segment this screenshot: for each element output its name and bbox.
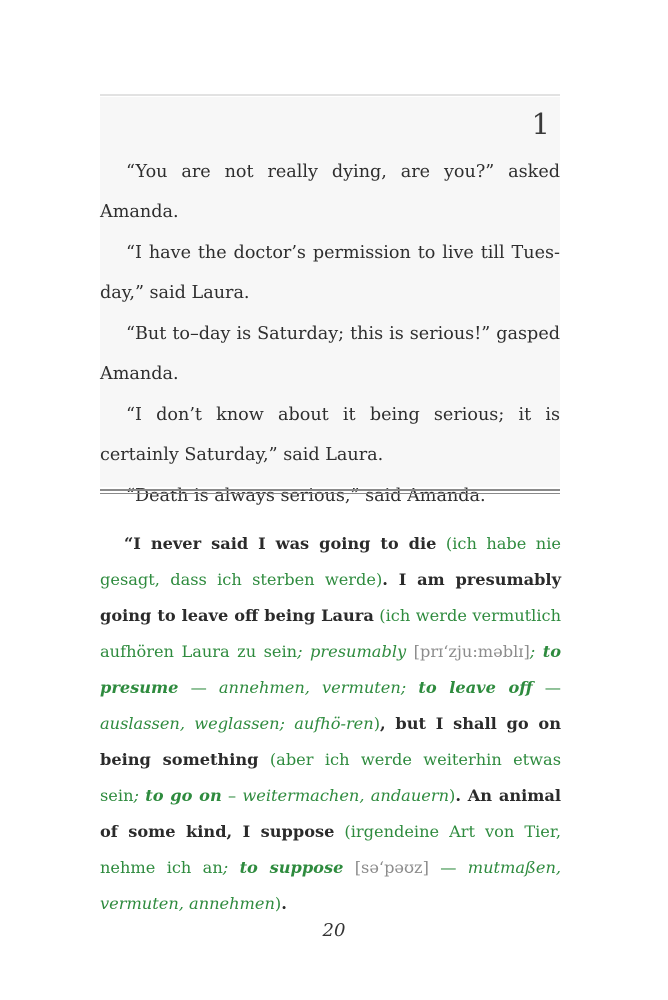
translation-gloss: (ich habe nie gesagt, dass ich sterben werde): [100, 534, 561, 589]
close-paren: ): [274, 894, 282, 913]
vocab-definition: annehmen, vermuten: [218, 678, 401, 697]
source-phrase: I am presumably going to leave off being Laura: [100, 570, 561, 625]
vocab-word: presumably: [310, 642, 407, 661]
source-phrase: , but I shall go on being something: [100, 714, 561, 769]
original-paragraph-4: “I don’t know about it being serious; it is certainly Saturday,” said Laura.: [100, 405, 560, 465]
close-paren: ): [449, 786, 456, 805]
source-phrase: “I never said I was going to die: [124, 534, 437, 553]
translation-gloss: (aber ich werde weiterhin etwas sein: [100, 750, 561, 805]
pronunciation: [prɪ‘zju:məblɪ]: [406, 642, 530, 661]
dash: –: [221, 786, 243, 805]
original-text: [100, 152, 560, 516]
close-paren: ): [373, 714, 381, 733]
vocab-term: to presume: [100, 642, 562, 697]
dash: —: [428, 858, 468, 877]
annotated-paragraph: [100, 526, 561, 922]
vocab-term: to go on: [145, 786, 222, 805]
separator: ;: [297, 642, 311, 661]
vocab-definition: auslassen, weglassen; aufhö-ren: [100, 714, 374, 733]
punctuation: .: [455, 786, 461, 805]
separator: ;: [529, 642, 543, 661]
top-divider: [100, 94, 560, 96]
page-number: 20: [322, 920, 346, 941]
pronunciation: [sə‘pəʊz]: [343, 858, 429, 877]
vocab-definition: weitermachen, andauern: [242, 786, 450, 805]
vocab-definition: mutmaßen, vermuten, annehmen: [100, 858, 562, 913]
dash: —: [178, 678, 219, 697]
punctuation: .: [281, 894, 287, 913]
original-paragraph-5: “Death is always serious,” said Amanda.: [126, 486, 486, 506]
separator: ;: [133, 786, 146, 805]
original-paragraph-3: “But to–day is Saturday; this is serious!” gasped Amanda.: [100, 324, 560, 384]
vocab-term: to suppose: [239, 858, 344, 877]
original-paragraph-1: “You are not really dying, are you?” asked Amanda.: [100, 162, 560, 222]
separator: ;: [400, 678, 419, 697]
section-divider: [100, 489, 560, 494]
translation-gloss: (irgendeine Art von Tier, nehme ich an: [100, 822, 561, 877]
punctuation: .: [382, 570, 388, 589]
separator: ;: [222, 858, 240, 877]
original-paragraph-2: “I have the doctor’s permission to live till Tues-day,” said Laura.: [100, 243, 560, 303]
dash: —: [532, 678, 561, 697]
chapter-number: 1: [531, 107, 550, 141]
vocab-term: to leave off: [418, 678, 533, 697]
translation-gloss: (ich werde vermutlich aufhören Laura zu sein: [100, 606, 561, 661]
original-text-panel: [100, 97, 560, 506]
source-phrase: An animal of some kind, I suppose: [100, 786, 562, 841]
